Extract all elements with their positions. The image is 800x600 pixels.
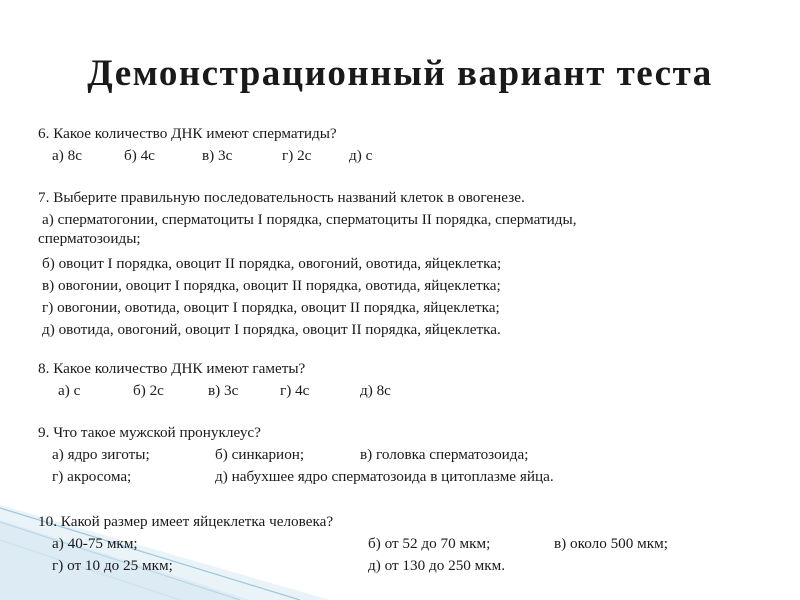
answer-option-continued: сперматозоиды; bbox=[38, 230, 141, 247]
answer-option: в) головка сперматозоида; bbox=[360, 446, 529, 463]
answer-option: д) набухшее ядро сперматозоида в цитоплазме яйца. bbox=[215, 468, 554, 485]
answer-option: г) овогонии, овотида, овоцит I порядка, овоцит II порядка, яйцеклетка; bbox=[42, 299, 500, 316]
answer-option: д) овотида, овогоний, овоцит I порядка, овоцит II порядка, яйцеклетка. bbox=[42, 321, 501, 338]
question-6-options bbox=[38, 147, 778, 165]
answer-option: д) 8с bbox=[360, 382, 391, 399]
answer-option: г) 2с bbox=[282, 147, 312, 164]
question-10-options-row-1 bbox=[38, 535, 778, 553]
question-8-options bbox=[38, 382, 778, 400]
answer-option: в) около 500 мкм; bbox=[554, 535, 668, 552]
question-9-options-row-2 bbox=[38, 468, 778, 486]
question-8-text: 8. Какое количество ДНК имеют гаметы? bbox=[38, 360, 306, 377]
answer-option: а) с bbox=[58, 382, 81, 399]
answer-option: б) от 52 до 70 мкм; bbox=[368, 535, 491, 552]
answer-option: б) овоцит I порядка, овоцит II порядка, овогоний, овотида, яйцеклетка; bbox=[42, 255, 502, 272]
answer-option: г) от 10 до 25 мкм; bbox=[52, 557, 173, 574]
question-6-text: 6. Какое количество ДНК имеют сперматиды? bbox=[38, 125, 337, 142]
answer-option: а) 8с bbox=[52, 147, 82, 164]
answer-option: в) овогонии, овоцит I порядка, овоцит II порядка, овотида, яйцеклетка; bbox=[42, 277, 501, 294]
page-title: Демонстрационный вариант теста bbox=[87, 53, 713, 94]
answer-option: б) 2с bbox=[133, 382, 164, 399]
question-9-text: 9. Что такое мужской пронуклеус? bbox=[38, 424, 261, 441]
answer-option: а) 40-75 мкм; bbox=[52, 535, 138, 552]
question-10-text: 10. Какой размер имеет яйцеклетка человека? bbox=[38, 513, 334, 530]
answer-option: б) 4с bbox=[124, 147, 155, 164]
answer-option: б) синкарион; bbox=[215, 446, 305, 463]
answer-option: в) 3с bbox=[202, 147, 233, 164]
answer-option: д) с bbox=[349, 147, 373, 164]
answer-option: г) акросома; bbox=[52, 468, 132, 485]
answer-option: в) 3с bbox=[208, 382, 239, 399]
answer-option: а) сперматогонии, сперматоциты I порядка, сперматоциты II порядка, сперматиды, bbox=[42, 211, 577, 228]
question-10-options-row-2 bbox=[38, 557, 778, 575]
answer-option: а) ядро зиготы; bbox=[52, 446, 150, 463]
question-9-options-row-1 bbox=[38, 446, 778, 464]
answer-option: г) 4с bbox=[280, 382, 310, 399]
question-7-text: 7. Выберите правильную последовательность названий клеток в овогенезе. bbox=[38, 189, 525, 206]
answer-option: д) от 130 до 250 мкм. bbox=[368, 557, 506, 574]
